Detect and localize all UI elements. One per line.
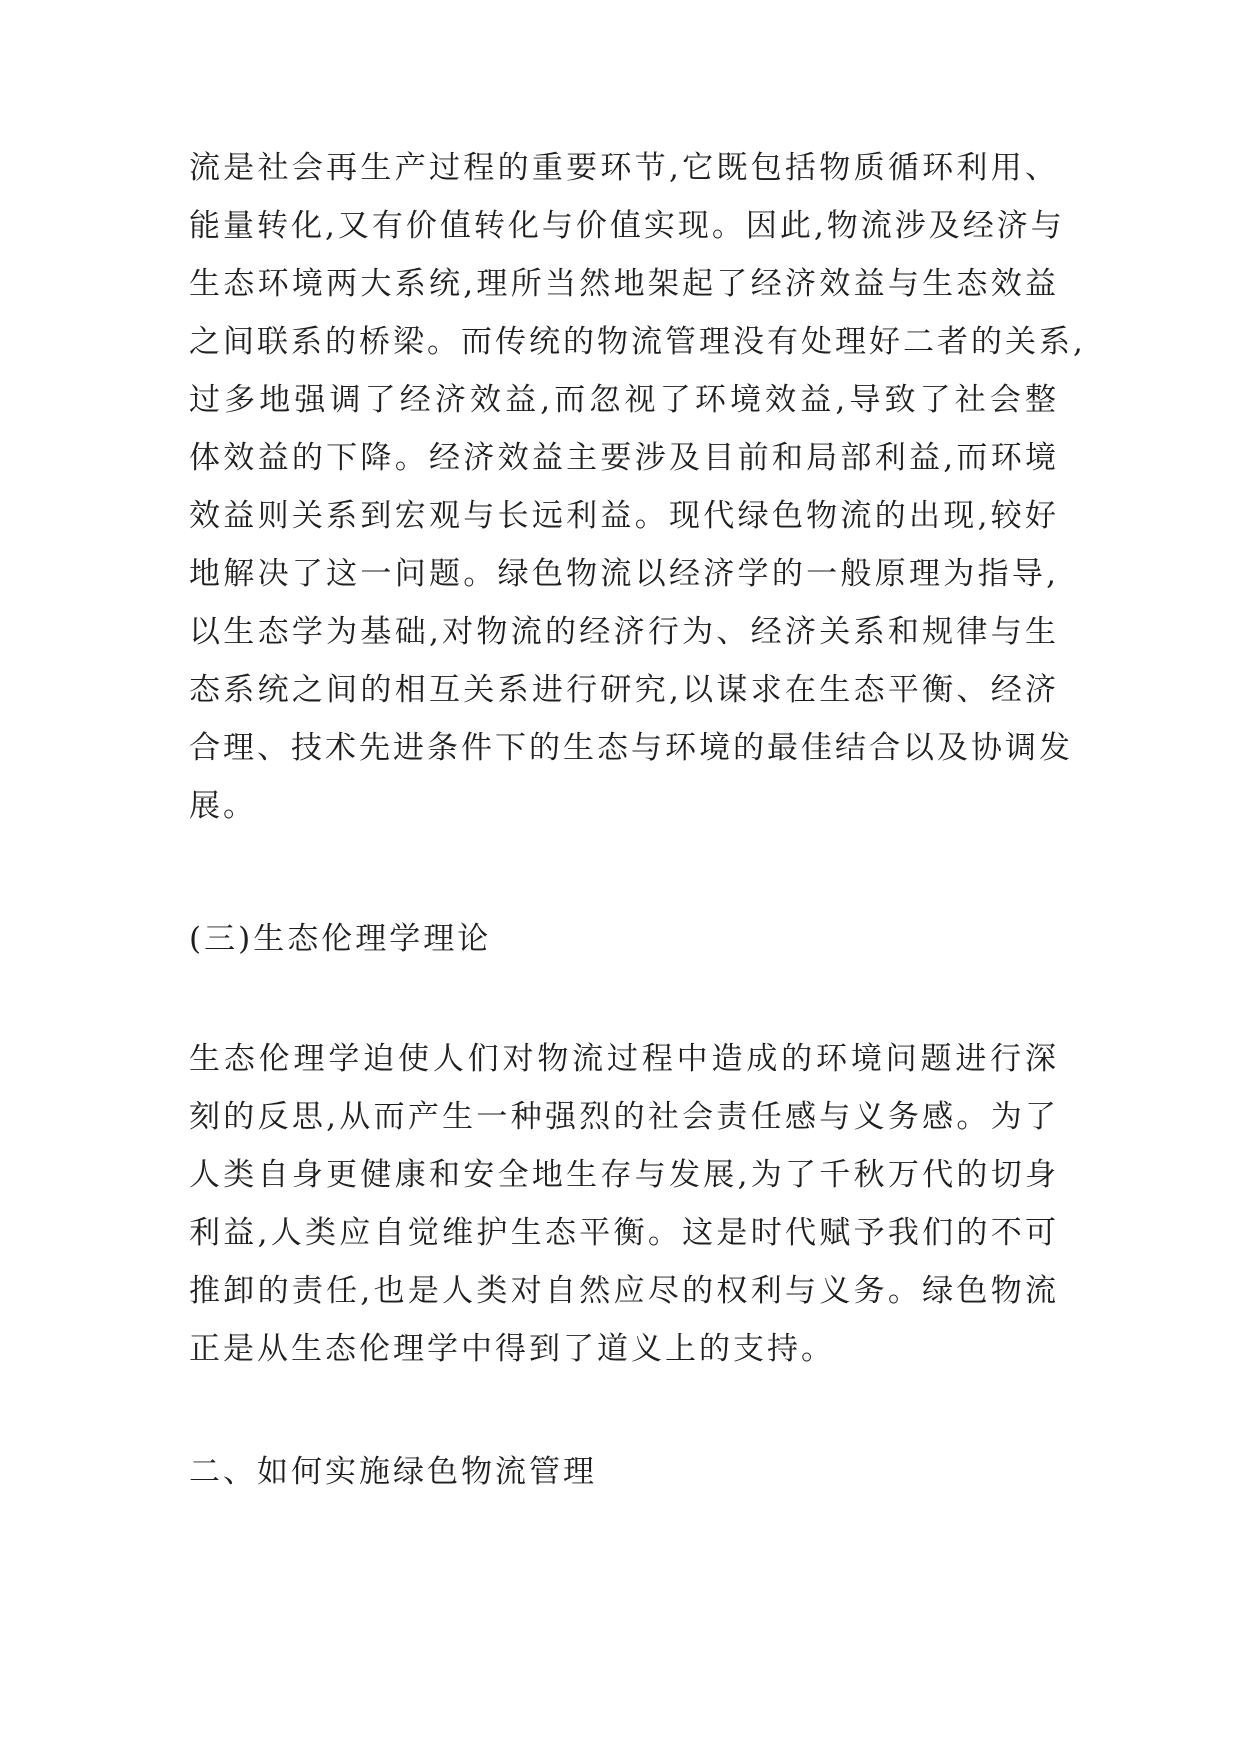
section-heading-ecological-ethics: (三)生态伦理学理论: [189, 921, 492, 957]
paragraph-line: 过多地强调了经济效益,而忽视了环境效益,导致了社会整: [189, 382, 1059, 418]
paragraph-line: 生态环境两大系统,理所当然地架起了经济效益与生态效益: [189, 266, 1059, 302]
paragraph-line: 正是从生态伦理学中得到了道义上的支持。: [189, 1331, 835, 1367]
paragraph-line: 展。: [189, 788, 257, 824]
paragraph-line: 之间联系的桥梁。而传统的物流管理没有处理好二者的关系,: [189, 324, 1086, 360]
paragraph-line: 利益,人类应自觉维护生态平衡。这是时代赋予我们的不可: [189, 1215, 1059, 1251]
paragraph-line: 合理、技术先进条件下的生态与环境的最佳结合以及协调发: [189, 730, 1073, 766]
paragraph-line: 地解决了这一问题。绿色物流以经济学的一般原理为指导,: [189, 556, 1059, 592]
paragraph-line: 体效益的下降。经济效益主要涉及目前和局部利益,而环境: [189, 440, 1059, 476]
paragraph-green-logistics-economics: [189, 139, 1086, 835]
paragraph-line: 生态伦理学迫使人们对物流过程中造成的环境问题进行深: [189, 1041, 1059, 1077]
paragraph-line: 能量转化,又有价值转化与价值实现。因此,物流涉及经济与: [189, 208, 1065, 244]
section-heading-implementation: 二、如何实施绿色物流管理: [189, 1454, 597, 1490]
paragraph-line: 人类自身更健康和安全地生存与发展,为了千秋万代的切身: [189, 1157, 1059, 1193]
paragraph-line: 态系统之间的相互关系进行研究,以谋求在生态平衡、经济: [189, 672, 1059, 708]
paragraph-line: 效益则关系到宏观与长远利益。现代绿色物流的出现,较好: [189, 498, 1059, 534]
paragraph-line: 以生态学为基础,对物流的经济行为、经济关系和规律与生: [189, 614, 1059, 650]
paragraph-line: 刻的反思,从而产生一种强烈的社会责任感与义务感。为了: [189, 1099, 1059, 1135]
paragraph-line: 流是社会再生产过程的重要环节,它既包括物质循环利用、: [189, 150, 1059, 186]
paragraph-ecological-ethics: [189, 1030, 1059, 1378]
paragraph-line: 推卸的责任,也是人类对自然应尽的权利与义务。绿色物流: [189, 1273, 1059, 1309]
